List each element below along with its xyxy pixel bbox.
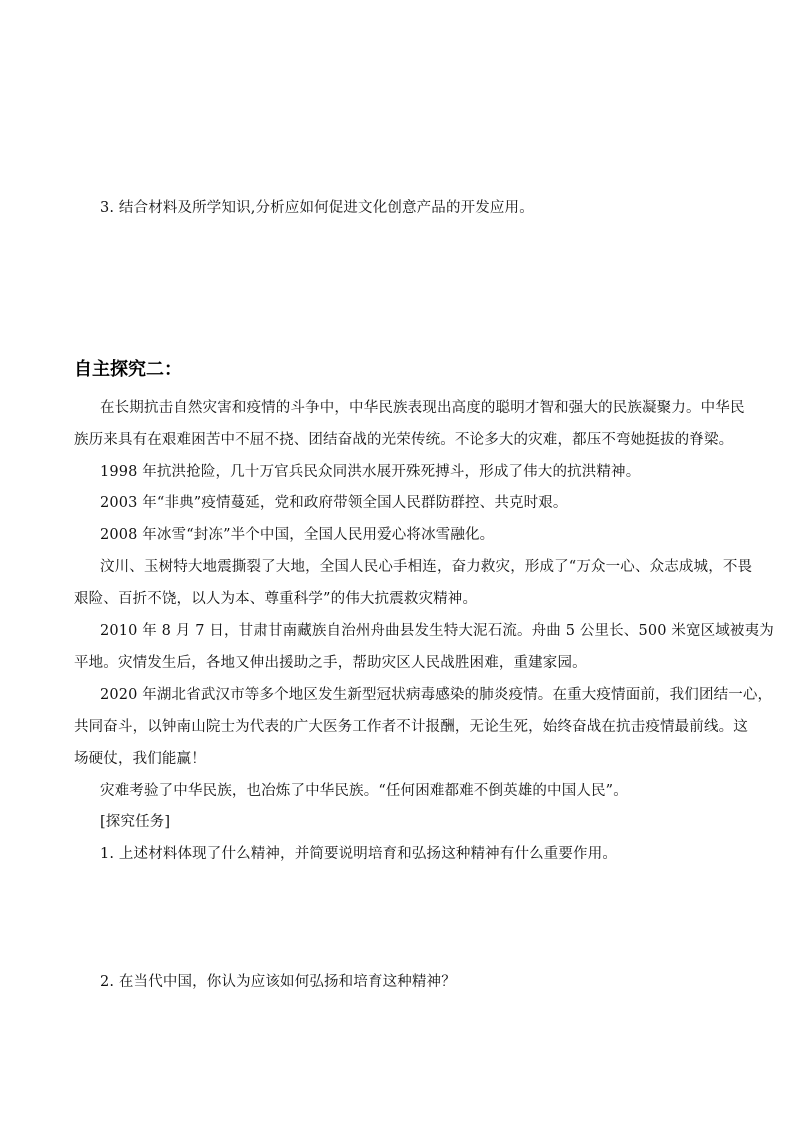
paragraph-1998-flood: 1998 年抗洪抢险，几十万官兵民众同洪水展开殊死搏斗，形成了伟大的抗洪精神。 (100, 464, 641, 480)
paragraph-2010-mudslide-line-1: 2010 年 8 月 7 日，甘肃甘南藏族自治州舟曲县发生特大泥石流。舟曲 5 公里长、500 米宽区域被夷为 (100, 623, 774, 639)
paragraph-earthquake-line-2: 艰险、百折不饶，以人为本、尊重科学”的伟大抗震救灾精神。 (74, 591, 478, 607)
section-title: 自主探究二： (74, 359, 182, 380)
paragraph-2020-epidemic-line-2: 共同奋斗，以钟南山院士为代表的广大医务工作者不计报酬，无论生死，始终奋战在抗击疫情最前线。这 (74, 719, 748, 735)
paragraph-2008-snow: 2008 年冰雪“封冻”半个中国，全国人民用爱心将冰雪融化。 (100, 527, 495, 543)
paragraph-1-line-2: 族历来具有在艰难困苦中不屈不挠、团结奋战的光荣传统。不论多大的灾难，都压不弯她挺拔的脊梁。 (74, 432, 734, 448)
paragraph-2020-epidemic-line-1: 2020 年湖北省武汉市等多个地区发生新型冠状病毒感染的肺炎疫情。在重大疫情面前，我们团结一心， (100, 687, 773, 703)
paragraph-1-line-1: 在长期抗击自然灾害和疫情的斗争中，中华民族表现出高度的聪明才智和强大的民族凝聚力。中华民 (100, 400, 745, 416)
paragraph-2020-epidemic-line-3: 场硬仗，我们能赢！ (74, 751, 206, 767)
paragraph-conclusion: 灾难考验了中华民族，也冶炼了中华民族。“任何困难都难不倒英雄的中国人民”。 (100, 783, 628, 799)
question-2: 2. 在当代中国，你认为应该如何弘扬和培育这种精神？ (100, 974, 456, 990)
paragraph-2003-sars: 2003 年“非典”疫情蔓延，党和政府带领全国人民群防群控、共克时艰。 (100, 495, 568, 511)
question-1: 1. 上述材料体现了什么精神，并简要说明培育和弘扬这种精神有什么重要作用。 (100, 846, 617, 862)
task-label: [探究任务] (100, 814, 171, 830)
question-3: 3. 结合材料及所学知识,分析应如何促进文化创意产品的开发应用。 (100, 200, 534, 216)
paragraph-2010-mudslide-line-2: 平地。灾情发生后，各地又伸出援助之手，帮助灾区人民战胜困难，重建家园。 (74, 655, 587, 671)
paragraph-earthquake-line-1: 汶川、玉树特大地震撕裂了大地，全国人民心手相连，奋力救灾，形成了“万众一心、众志成城，不畏 (100, 559, 753, 575)
